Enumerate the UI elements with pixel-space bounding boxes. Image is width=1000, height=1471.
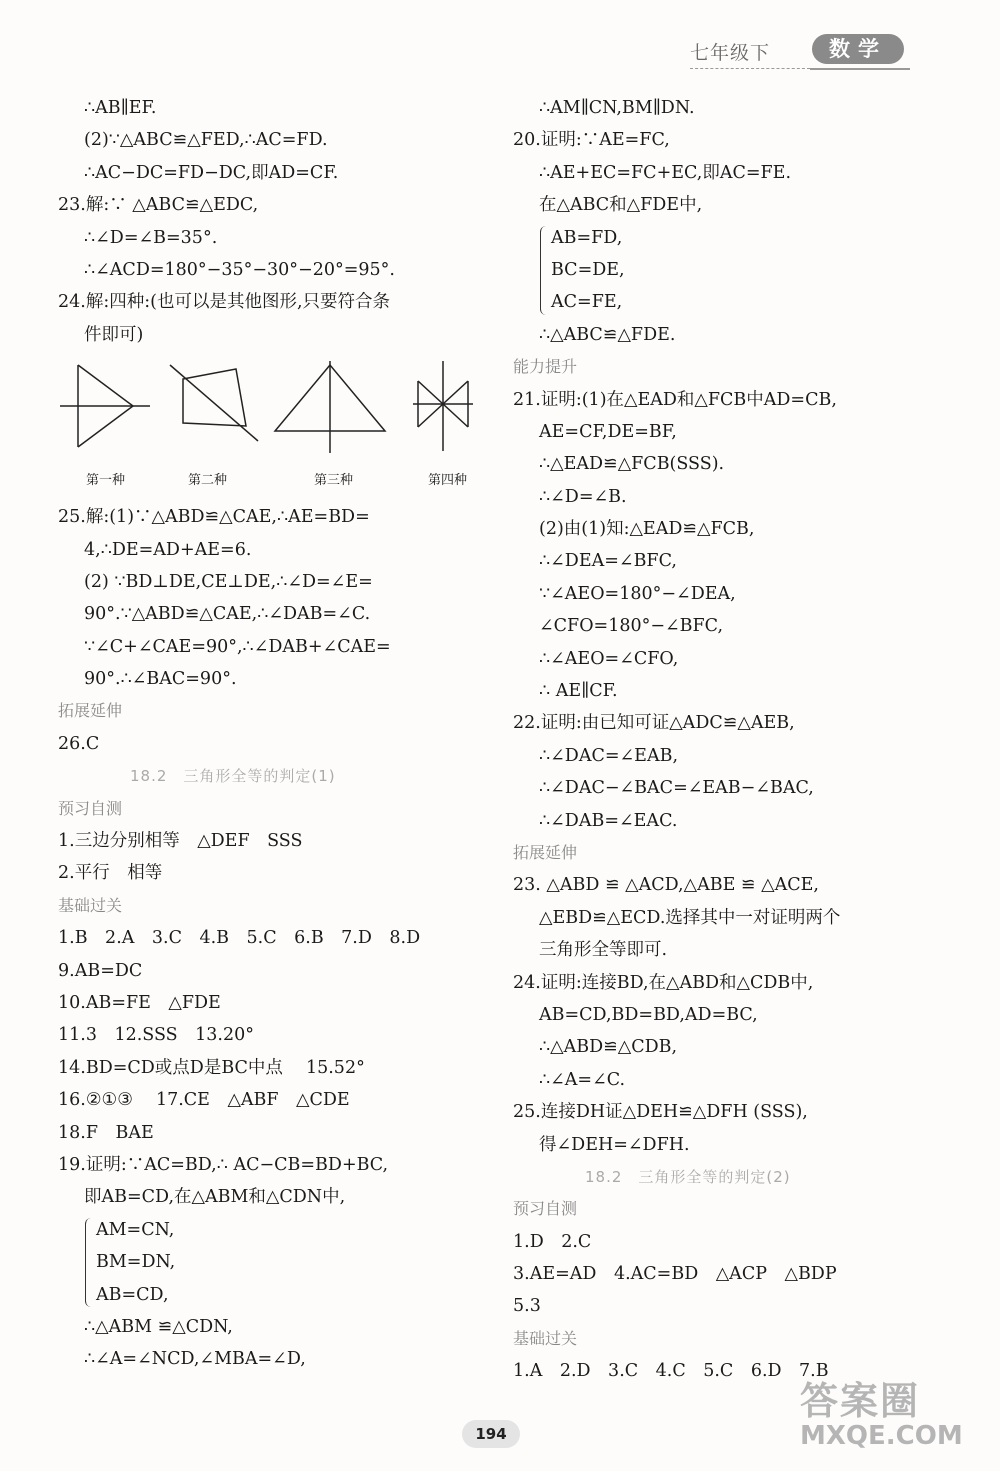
section-heading: 预习自测 [513,1199,578,1219]
answer-line: 4,∴DE=AD+AE=6. [84,539,252,560]
answer-line: (2) ∵BD⊥DE,CE⊥DE,∴∠D=∠E= [84,571,373,592]
answer-line: 3.AE=AD 4.AC=BD △ACP △BDP [513,1264,837,1285]
answer-line: 2.平行 相等 [58,863,163,884]
figure-3 [270,361,390,461]
figure-3-label: 第三种 [314,473,354,489]
answer-line: 件即可) [84,324,144,345]
grade-label: 七年级下 [690,42,771,64]
answer-line: 在△ABC和△FDE中, [539,195,703,216]
answer-line: ∴∠AEO=∠CFO, [539,648,679,669]
answer-line: 1.A 2.D 3.C 4.C 5.C 6.D 7.B [513,1361,829,1382]
header-rule [690,68,810,69]
answer-line: ∴∠D=∠B=35°. [84,227,218,248]
left-brace [540,226,549,315]
figure-4-label: 第四种 [428,473,468,489]
watermark-logo-text: 答案圈 [800,1379,921,1423]
answer-line: ∴△ABD≌△CDB, [539,1037,678,1058]
figure-row [58,351,468,501]
answer-line: (2)∵△ABC≌△FED,∴AC=FD. [84,130,328,151]
answer-line: 10.AB=FE △FDE [58,992,221,1013]
answer-line: 24.证明:连接BD,在△ABD和△CDB中, [513,972,814,993]
answer-line: AE=CF,DE=BF, [539,421,677,442]
answer-line: ∴∠DAC=∠EAB, [539,745,679,766]
brace-line: BC=DE, [551,259,625,280]
answer-line: 23.解:∵ △ABC≌△EDC, [58,195,259,216]
answer-line: ∴AM∥CN,BM∥DN. [539,98,695,118]
answer-line: ∴△ABM ≌△CDN, [84,1316,233,1337]
answer-line: 24.解:四种:(也可以是其他图形,只要符合条 [58,292,391,313]
figure-1-label: 第一种 [86,473,126,489]
answer-line: 25.解:(1)∵△ABD≌△CAE,∴AE=BD= [58,507,370,528]
answer-line: ∴AC−DC=FD−DC,即AD=CF. [84,162,339,183]
watermark-url: MXQE.COM [800,1421,963,1451]
answer-line: ∴∠ACD=180°−35°−30°−20°=95°. [84,259,395,280]
answer-line: 得∠DEH=∠DFH. [539,1134,690,1155]
section-heading: 拓展延伸 [58,701,123,721]
answer-line: AB=CD,BD=BD,AD=BC, [539,1004,758,1025]
answer-line: 1.D 2.C [513,1231,592,1252]
answer-line: ∴△ABC≌△FDE. [539,324,676,345]
answer-line: ∴∠DAC−∠BAC=∠EAB−∠BAC, [539,778,814,799]
answer-line: 1.B 2.A 3.C 4.B 5.C 6.B 7.D 8.D [58,928,421,949]
answer-line: 11.3 12.SSS 13.20° [58,1025,254,1046]
answer-line: ∠CFO=180°−∠BFC, [539,616,724,637]
answer-line: 9.AB=DC [58,960,143,981]
brace-line: AB=CD, [96,1284,169,1305]
answer-line: 26.C [58,733,100,754]
answer-line: 23. △ABD ≌ △ACD,△ABE ≌ △ACE, [513,875,819,896]
section-heading: 拓展延伸 [513,842,578,862]
answer-line: 20.证明:∵AE=FC, [513,130,670,151]
answer-line: ∵∠AEO=180°−∠DEA, [539,583,736,604]
brace-line: AC=FE, [551,292,623,313]
answer-line: 5.3 [513,1296,541,1317]
section-heading: 基础过关 [58,895,123,915]
watermark [800,1370,963,1451]
answer-line: ∴∠A=∠NCD,∠MBA=∠D, [84,1349,306,1370]
page-number: 194 [462,1420,520,1448]
answer-line: ∴∠D=∠B. [539,486,627,507]
answer-line: 19.证明:∵AC=BD,∴ AC−CB=BD+BC, [58,1154,389,1175]
answer-line: ∴∠A=∠C. [539,1069,626,1090]
brace-line: BM=DN, [96,1252,176,1273]
left-brace [85,1218,94,1307]
figure-1 [58,361,153,461]
answer-line: (2)由(1)知:△EAD≌△FCB, [539,519,755,540]
figure-4 [413,361,473,461]
answer-line: ∴AB∥EF. [84,98,157,118]
answer-line: 22.证明:由已知可证△ADC≌△AEB, [513,713,795,734]
brace-group [513,222,933,319]
answer-line: 25.连接DH证△DEH≌△DFH (SSS), [513,1102,808,1123]
answer-line: ∴∠DEA=∠BFC, [539,551,677,572]
lesson-title: 18.2 三角形全等的判定(2) [585,1167,791,1186]
figure-2-label: 第二种 [188,473,228,489]
section-heading: 基础过关 [513,1328,578,1348]
answer-line: 即AB=CD,在△ABM和△CDN中, [84,1187,346,1208]
answer-line: 18.F BAE [58,1122,154,1143]
answer-line: 90°.∴∠BAC=90°. [84,669,237,690]
left-column [58,92,468,1376]
answer-line: ∵∠C+∠CAE=90°,∴∠DAB+∠CAE= [84,636,391,657]
brace-group [58,1214,468,1311]
section-heading: 能力提升 [513,357,578,377]
answer-line: ∴ AE∥CF. [539,681,618,702]
answer-line: 16.②①③ 17.CE △ABF △CDE [58,1090,350,1111]
lesson-title: 18.2 三角形全等的判定(1) [130,767,336,786]
answer-line: ∴∠DAB=∠EAC. [539,810,678,831]
page-header [690,30,920,76]
figure-2 [168,361,268,461]
answer-line: 90°.∵△ABD≌△CAE,∴∠DAB=∠C. [84,604,371,625]
answer-line: △EBD≌△ECD.选择其中一对证明两个 [539,907,841,928]
answer-line: 14.BD=CD或点D是BC中点 15.52° [58,1057,365,1078]
subject-badge: 数学 [812,34,904,64]
section-heading: 预习自测 [58,798,123,818]
answer-line: ∴AE+EC=FC+EC,即AC=FE. [539,162,792,183]
right-column [513,92,933,1388]
header-rule-solid [810,68,910,70]
answer-line: 1.三边分别相等 △DEF SSS [58,831,303,852]
brace-line: AB=FD, [551,227,623,248]
answer-line: 三角形全等即可. [539,940,668,961]
answer-line: 21.证明:(1)在△EAD和△FCB中AD=CB, [513,389,837,410]
brace-line: AM=CN, [96,1219,175,1240]
answer-line: ∴△EAD≌△FCB(SSS). [539,454,725,475]
